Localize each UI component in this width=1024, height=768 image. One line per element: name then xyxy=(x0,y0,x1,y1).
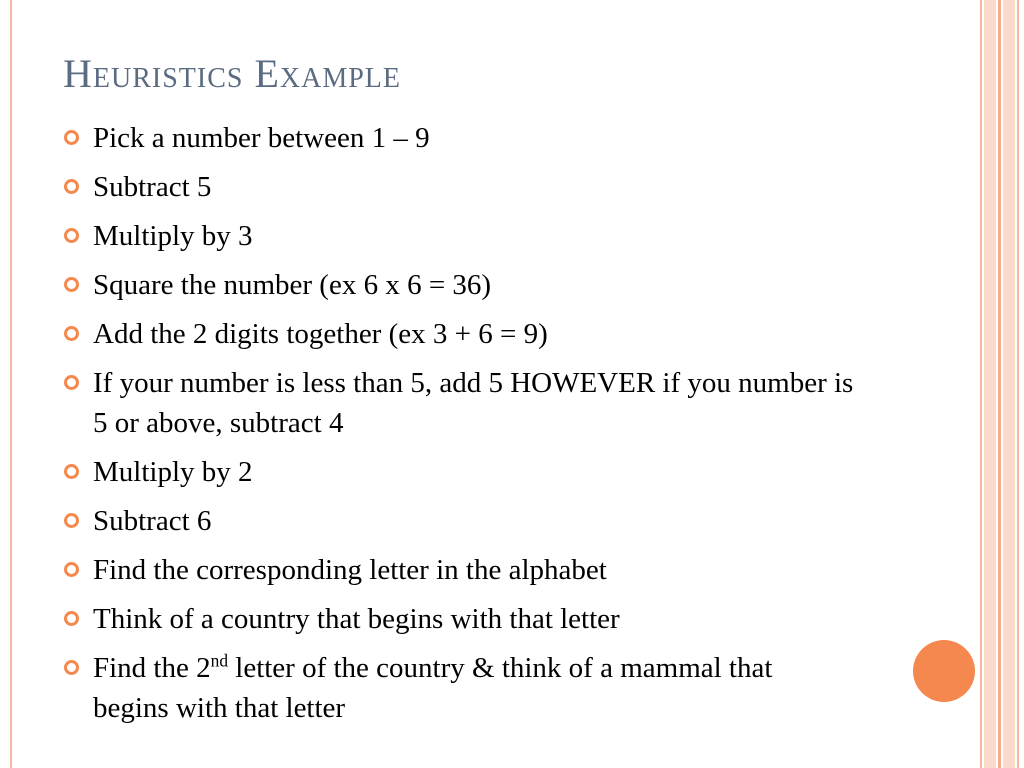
accent-circle xyxy=(913,640,975,702)
ring-bullet-icon xyxy=(64,513,79,528)
ring-bullet-icon xyxy=(64,277,79,292)
ring-bullet-icon xyxy=(64,130,79,145)
bullet-text: Add the 2 digits together (ex 3 + 6 = 9) xyxy=(93,318,548,350)
bullet-item xyxy=(64,216,884,256)
bullet-text: Square the number (ex 6 x 6 = 36) xyxy=(93,269,492,301)
band-fill xyxy=(984,0,996,768)
ring-bullet-icon xyxy=(64,228,79,243)
bullet-text: Find the corresponding letter in the alphabet xyxy=(93,554,607,586)
bullet-item xyxy=(64,501,884,541)
ring-bullet-icon xyxy=(64,464,79,479)
bullet-text: Pick a number between 1 – 9 xyxy=(93,122,430,154)
bullet-item xyxy=(64,599,884,639)
band-fill xyxy=(1003,0,1015,768)
bullet-text xyxy=(93,648,813,728)
bullet-item xyxy=(64,648,884,728)
bullet-item xyxy=(64,118,884,158)
ring-bullet-icon xyxy=(64,611,79,626)
bullet-text: Multiply by 3 xyxy=(93,220,253,252)
left-border-line xyxy=(10,0,12,768)
bullet-item xyxy=(64,167,884,207)
band-line xyxy=(1017,0,1019,768)
bullet-item xyxy=(64,265,884,305)
bullet-text: Subtract 5 xyxy=(93,171,212,203)
band-line xyxy=(980,0,982,768)
bullet-list xyxy=(64,118,884,737)
bullet-text-part: letter of the country & think of a mammal that begins with that letter xyxy=(93,652,773,724)
ring-bullet-icon xyxy=(64,660,79,675)
bullet-item xyxy=(64,452,884,492)
bullet-text: Subtract 6 xyxy=(93,505,212,537)
bullet-text-part: Find the 2 xyxy=(93,652,211,684)
ring-bullet-icon xyxy=(64,179,79,194)
ring-bullet-icon xyxy=(64,326,79,341)
bullet-item xyxy=(64,363,884,443)
slide-title: Heuristics Example xyxy=(63,51,402,96)
bullet-text: If your number is less than 5, add 5 HOWEVER if you number is 5 or above, subtract 4 xyxy=(93,367,854,439)
bullet-text: Think of a country that begins with that letter xyxy=(93,603,620,635)
bullet-text: Multiply by 2 xyxy=(93,456,253,488)
ring-bullet-icon xyxy=(64,375,79,390)
bullet-item xyxy=(64,314,884,354)
band-line xyxy=(998,0,1001,768)
right-decorative-bands xyxy=(980,0,1024,768)
ordinal-suffix: nd xyxy=(210,650,229,671)
ring-bullet-icon xyxy=(64,562,79,577)
bullet-item xyxy=(64,550,884,590)
